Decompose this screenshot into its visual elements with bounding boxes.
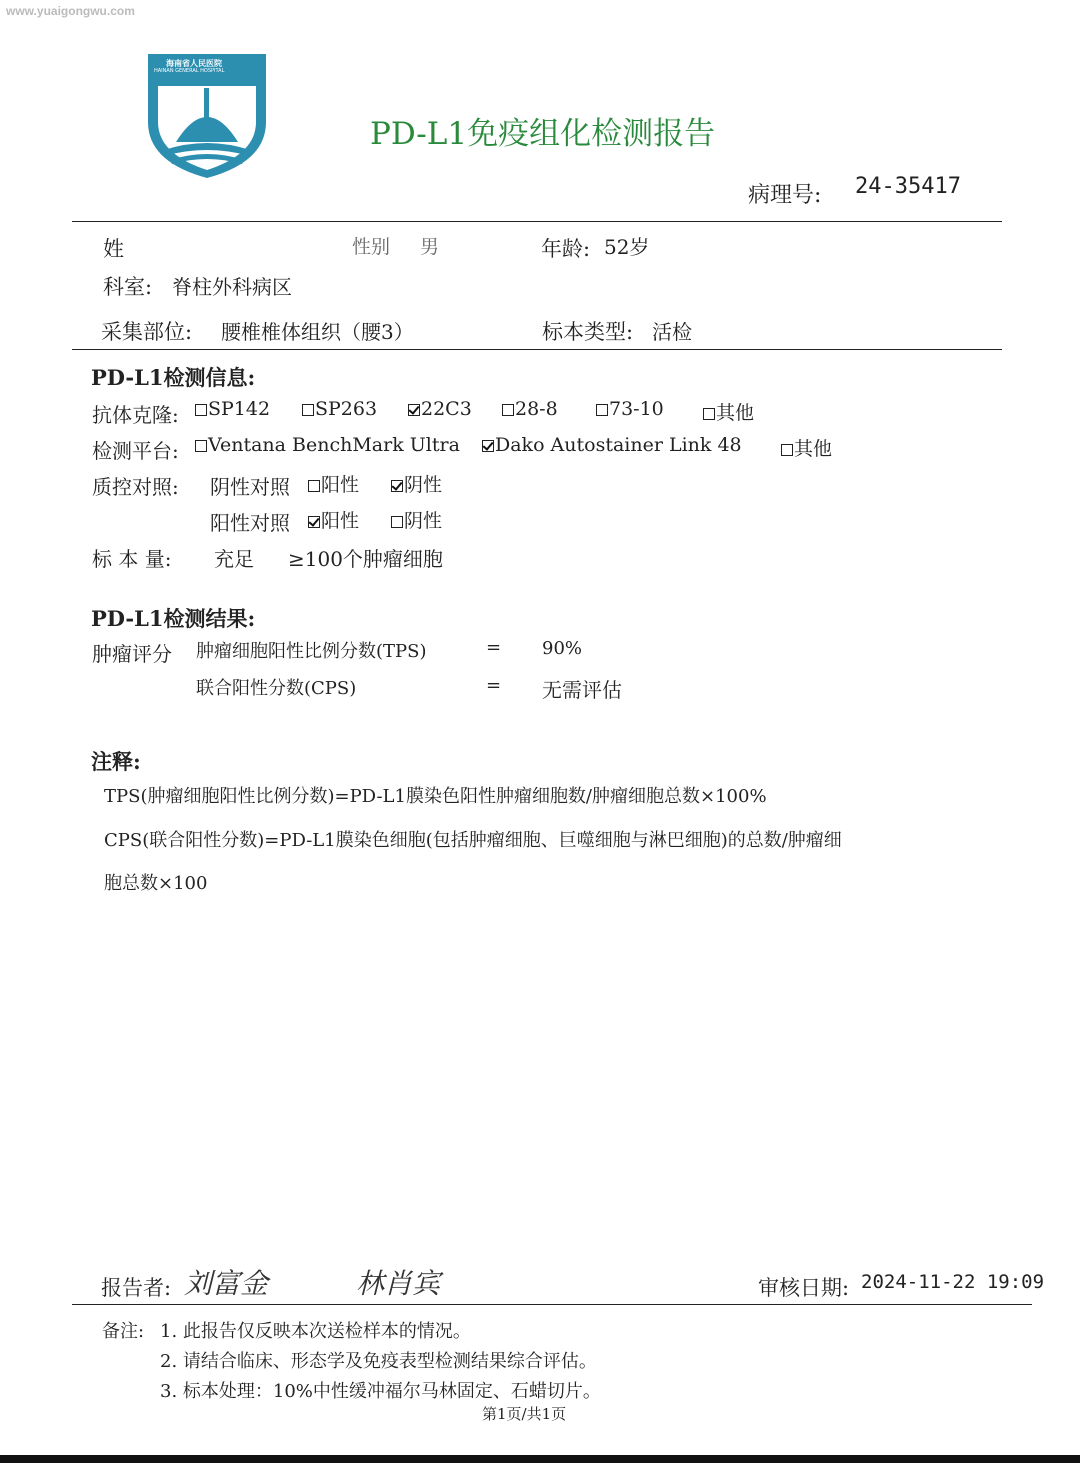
amount-value: 充足 [214, 547, 254, 571]
reviewer-signature: 林肖宾 [356, 1267, 441, 1300]
tps-equals: = [486, 637, 502, 658]
hospital-logo [146, 52, 268, 180]
antibody-option-73-10[interactable]: 73-10 [596, 398, 664, 420]
checkbox-checked-icon [408, 404, 420, 416]
antibody-option-28-8[interactable]: 28-8 [502, 398, 558, 420]
remark-1: 1. 此报告仅反映本次送检样本的情况。 [160, 1321, 471, 1342]
name-label: 姓 [103, 237, 124, 261]
cps-name: 联合阳性分数(CPS) [196, 678, 357, 699]
antibody-option-22c3[interactable]: 22C3 [408, 398, 472, 420]
platform-label: 检测平台: [92, 439, 179, 463]
antibody-option-sp142[interactable]: SP142 [195, 398, 270, 420]
antibody-option-sp263[interactable]: SP263 [302, 398, 377, 420]
tps-value: 90% [542, 638, 583, 659]
qc-label: 质控对照: [92, 475, 179, 499]
checkbox-icon [703, 408, 715, 420]
review-date-label: 审核日期: [758, 1276, 850, 1300]
checkbox-checked-icon [308, 516, 320, 528]
result-heading: PD-L1检测结果: [91, 606, 256, 631]
pathology-number: 24-35417 [855, 174, 961, 199]
platform-option-ventana[interactable]: Ventana BenchMark Ultra [195, 434, 460, 456]
gender-label: 性别 [352, 236, 391, 258]
bottom-edge [0, 1455, 1080, 1463]
positive-control-positive[interactable]: 阳性 [308, 506, 359, 533]
checkbox-icon [596, 404, 608, 416]
checkbox-icon [308, 480, 320, 492]
cps-equals: = [486, 675, 502, 696]
specimen-type-value: 活检 [652, 320, 692, 344]
info-heading: PD-L1检测信息: [91, 365, 256, 390]
review-date-value: 2024-11-22 19:09 [861, 1271, 1045, 1293]
page-number: 第1页/共1页 [482, 1405, 567, 1423]
amount-label: 标 本 量: [92, 547, 172, 571]
notes-line-3: 胞总数×100 [104, 873, 208, 894]
notes-heading: 注释: [91, 749, 141, 774]
checkbox-icon [195, 404, 207, 416]
footer-divider [72, 1304, 1032, 1305]
negative-control-label: 阴性对照 [210, 475, 290, 499]
antibody-label: 抗体克隆: [92, 403, 179, 427]
age-value: 52岁 [604, 235, 650, 259]
platform-option-other[interactable]: 其他 [781, 434, 832, 461]
checkbox-icon [781, 444, 793, 456]
amount-note: ≥100个肿瘤细胞 [288, 547, 443, 571]
platform-option-dako[interactable]: Dako Autostainer Link 48 [482, 434, 742, 456]
site-value: 腰椎椎体组织（腰3） [221, 320, 414, 344]
remark-2: 2. 请结合临床、形态学及免疫表型检测结果综合评估。 [160, 1351, 597, 1372]
negative-control-negative[interactable]: 阴性 [391, 470, 442, 497]
remark-3: 3. 标本处理：10%中性缓冲福尔马林固定、石蜡切片。 [160, 1381, 601, 1402]
patient-divider [72, 349, 1002, 350]
score-label: 肿瘤评分 [92, 642, 172, 666]
positive-control-label: 阳性对照 [210, 511, 290, 535]
notes-line-2: CPS(联合阳性分数)=PD-L1膜染色细胞(包括肿瘤细胞、巨噬细胞与淋巴细胞)的总数/肿瘤细 [104, 830, 842, 851]
checkbox-icon [502, 404, 514, 416]
specimen-type-label: 标本类型: [542, 320, 634, 344]
negative-control-positive[interactable]: 阳性 [308, 470, 359, 497]
pathology-number-label: 病理号: [748, 183, 822, 208]
header-divider [72, 221, 1002, 222]
notes-line-1: TPS(肿瘤细胞阳性比例分数)=PD-L1膜染色阳性肿瘤细胞数/肿瘤细胞总数×100% [104, 786, 767, 807]
remarks-label: 备注: [102, 1321, 145, 1342]
cps-value: 无需评估 [542, 678, 622, 702]
watermark: www.yuaigongwu.com [6, 4, 135, 18]
tps-name: 肿瘤细胞阳性比例分数(TPS) [196, 641, 427, 662]
report-title: PD-L1免疫组化检测报告 [370, 116, 716, 152]
logo-sub-text: HAINAN GENERAL HOSPITAL [154, 68, 225, 74]
reporter-label: 报告者: [101, 1276, 172, 1300]
checkbox-icon [391, 516, 403, 528]
age-label: 年龄: [541, 237, 591, 261]
checkbox-icon [195, 440, 207, 452]
checkbox-checked-icon [482, 440, 494, 452]
dept-label: 科室: [103, 275, 153, 299]
reporter-signature: 刘富金 [184, 1267, 269, 1300]
site-label: 采集部位: [101, 320, 193, 344]
checkbox-checked-icon [391, 480, 403, 492]
dept-value: 脊柱外科病区 [172, 275, 292, 299]
checkbox-icon [302, 404, 314, 416]
positive-control-negative[interactable]: 阴性 [391, 506, 442, 533]
antibody-option-other[interactable]: 其他 [703, 398, 754, 425]
logo-top-text: 海南省人民医院 [166, 59, 222, 68]
gender-value: 男 [420, 236, 440, 258]
